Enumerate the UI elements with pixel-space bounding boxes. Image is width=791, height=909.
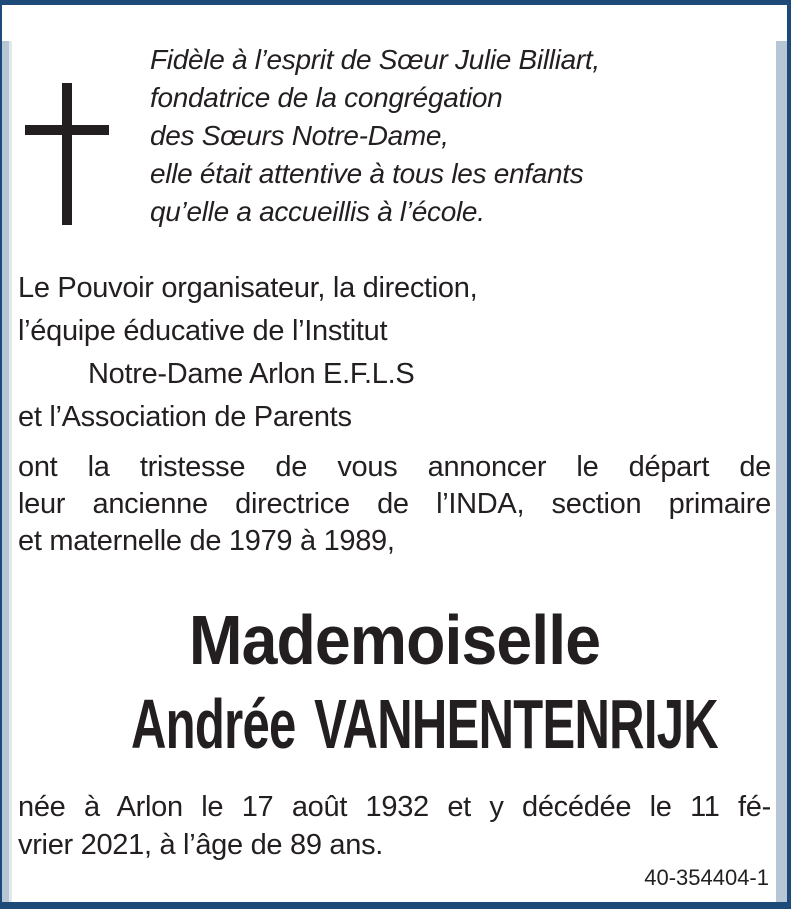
epigraph — [150, 41, 765, 231]
deceased-name-block — [18, 598, 771, 766]
deceased-title: Mademoiselle — [188, 601, 601, 679]
text-line: née à Arlon le 17 août 1932 et y décédée le 11 fé- — [18, 791, 771, 823]
announcer-line: et l’Association de Parents — [18, 401, 352, 433]
announcer-block — [18, 267, 771, 439]
notice-inner-panel — [2, 41, 787, 909]
text-line: ont la tristesse de vous annoncer le départ de — [18, 451, 771, 483]
text-line: vrier 2021, à l’âge de 89 ans. — [18, 829, 384, 861]
announcement-paragraph — [18, 449, 771, 560]
announcer-line: Le Pouvoir organisateur, la direction, — [18, 272, 478, 304]
deceased-full-name — [130, 682, 718, 766]
text-line: leur ancienne directrice de l’INDA, section primaire — [18, 488, 771, 520]
announcer-line: Notre-Dame Arlon E.F.L.S — [88, 358, 415, 390]
text-line: qu’elle a accueillis à l’école. — [150, 196, 485, 227]
cross-icon — [25, 83, 111, 230]
text-line: des Sœurs Notre-Dame, — [150, 120, 449, 151]
reference-number: 40-354404-1 — [644, 865, 769, 890]
life-dates-paragraph — [18, 788, 771, 864]
deceased-first-name: Andrée — [130, 685, 296, 763]
announcer-line: l’équipe éducative de l’Institut — [18, 315, 388, 347]
deceased-last-name: VANHENTENRIJK — [314, 685, 718, 763]
text-line: elle était attentive à tous les enfants — [150, 158, 584, 189]
text-line: fondatrice de la congrégation — [150, 82, 503, 113]
text-line: Fidèle à l’esprit de Sœur Julie Billiart, — [150, 44, 600, 75]
text-line: et maternelle de 1979 à 1989, — [18, 525, 395, 557]
